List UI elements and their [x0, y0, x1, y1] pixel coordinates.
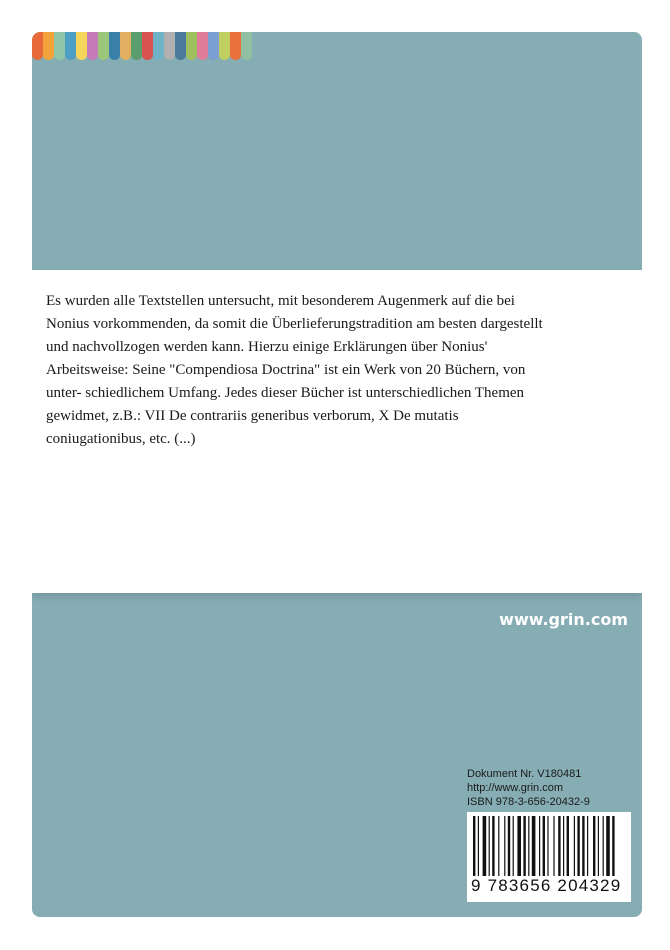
- barcode-bar: [508, 816, 510, 878]
- barcode-bar: [547, 816, 548, 878]
- document-number: Dokument Nr. V180481: [467, 768, 582, 780]
- color-stripe: [120, 32, 131, 60]
- color-stripe: [186, 32, 197, 60]
- color-stripe: [54, 32, 65, 60]
- barcode-bar: [582, 816, 584, 878]
- barcode-bar: [553, 816, 554, 878]
- barcode-bar: [606, 816, 610, 878]
- barcode-bar: [539, 816, 540, 878]
- barcode-digits: 9 783656 204329: [471, 876, 629, 896]
- color-stripe: [219, 32, 230, 60]
- color-stripe: [208, 32, 219, 60]
- barcode-bar: [603, 816, 604, 878]
- isbn-barcode: [467, 812, 631, 902]
- blurb-panel: [32, 270, 642, 593]
- barcode-bar: [612, 816, 614, 878]
- barcode-bars: [467, 812, 631, 882]
- color-stripe: [241, 32, 252, 60]
- color-stripe: [76, 32, 87, 60]
- barcode-bar: [504, 816, 505, 878]
- color-stripe: [197, 32, 208, 60]
- color-stripe: [230, 32, 241, 60]
- color-stripe-bar: [32, 32, 252, 60]
- barcode-bar: [478, 816, 479, 878]
- isbn: ISBN 978-3-656-20432-9: [467, 796, 590, 808]
- document-info: [467, 767, 632, 809]
- color-stripe: [43, 32, 54, 60]
- publisher-website: www.grin.com: [499, 610, 628, 629]
- barcode-bar: [563, 816, 564, 878]
- color-stripe: [109, 32, 120, 60]
- barcode-bar: [532, 816, 536, 878]
- barcode-bar: [492, 816, 494, 878]
- barcode-bar: [473, 816, 475, 878]
- color-stripe: [32, 32, 43, 60]
- barcode-bar: [567, 816, 569, 878]
- barcode-bar: [587, 816, 588, 878]
- color-stripe: [164, 32, 175, 60]
- barcode-bar: [528, 816, 529, 878]
- color-stripe: [175, 32, 186, 60]
- barcode-bar: [593, 816, 595, 878]
- color-stripe: [98, 32, 109, 60]
- barcode-bar: [598, 816, 599, 878]
- barcode-bar: [574, 816, 575, 878]
- color-stripe: [65, 32, 76, 60]
- barcode-bar: [498, 816, 499, 878]
- document-url: http://www.grin.com: [467, 782, 563, 794]
- blurb-text: Es wurden alle Textstellen untersucht, mit besonderem Augenmerk auf die bei Nonius vorkommenden, da somit die Überlieferungstradition am besten dargestellt und nachvollzogen werden kann. Hierzu einige Erklärungen über Nonius' Arbeitsweise: Seine "Compendiosa Doctrina" ist ein Werk von 20 Büchern, von unter- schiedlichem Umfang. Jedes dieser Bücher ist unterschiedlichen Themen gewidmet, z.B.: VII De contrariis generibus verborum, X De mutatis coniugationibus, etc. (...): [46, 293, 543, 447]
- color-stripe: [153, 32, 164, 60]
- barcode-bar: [517, 816, 521, 878]
- color-stripe: [87, 32, 98, 60]
- book-back-cover: [32, 32, 642, 917]
- barcode-bar: [513, 816, 514, 878]
- barcode-bar: [577, 816, 579, 878]
- barcode-bar: [558, 816, 560, 878]
- color-stripe: [131, 32, 142, 60]
- barcode-bar: [489, 816, 490, 878]
- barcode-bar: [543, 816, 545, 878]
- barcode-bar: [523, 816, 525, 878]
- color-stripe: [142, 32, 153, 60]
- barcode-bar: [483, 816, 487, 878]
